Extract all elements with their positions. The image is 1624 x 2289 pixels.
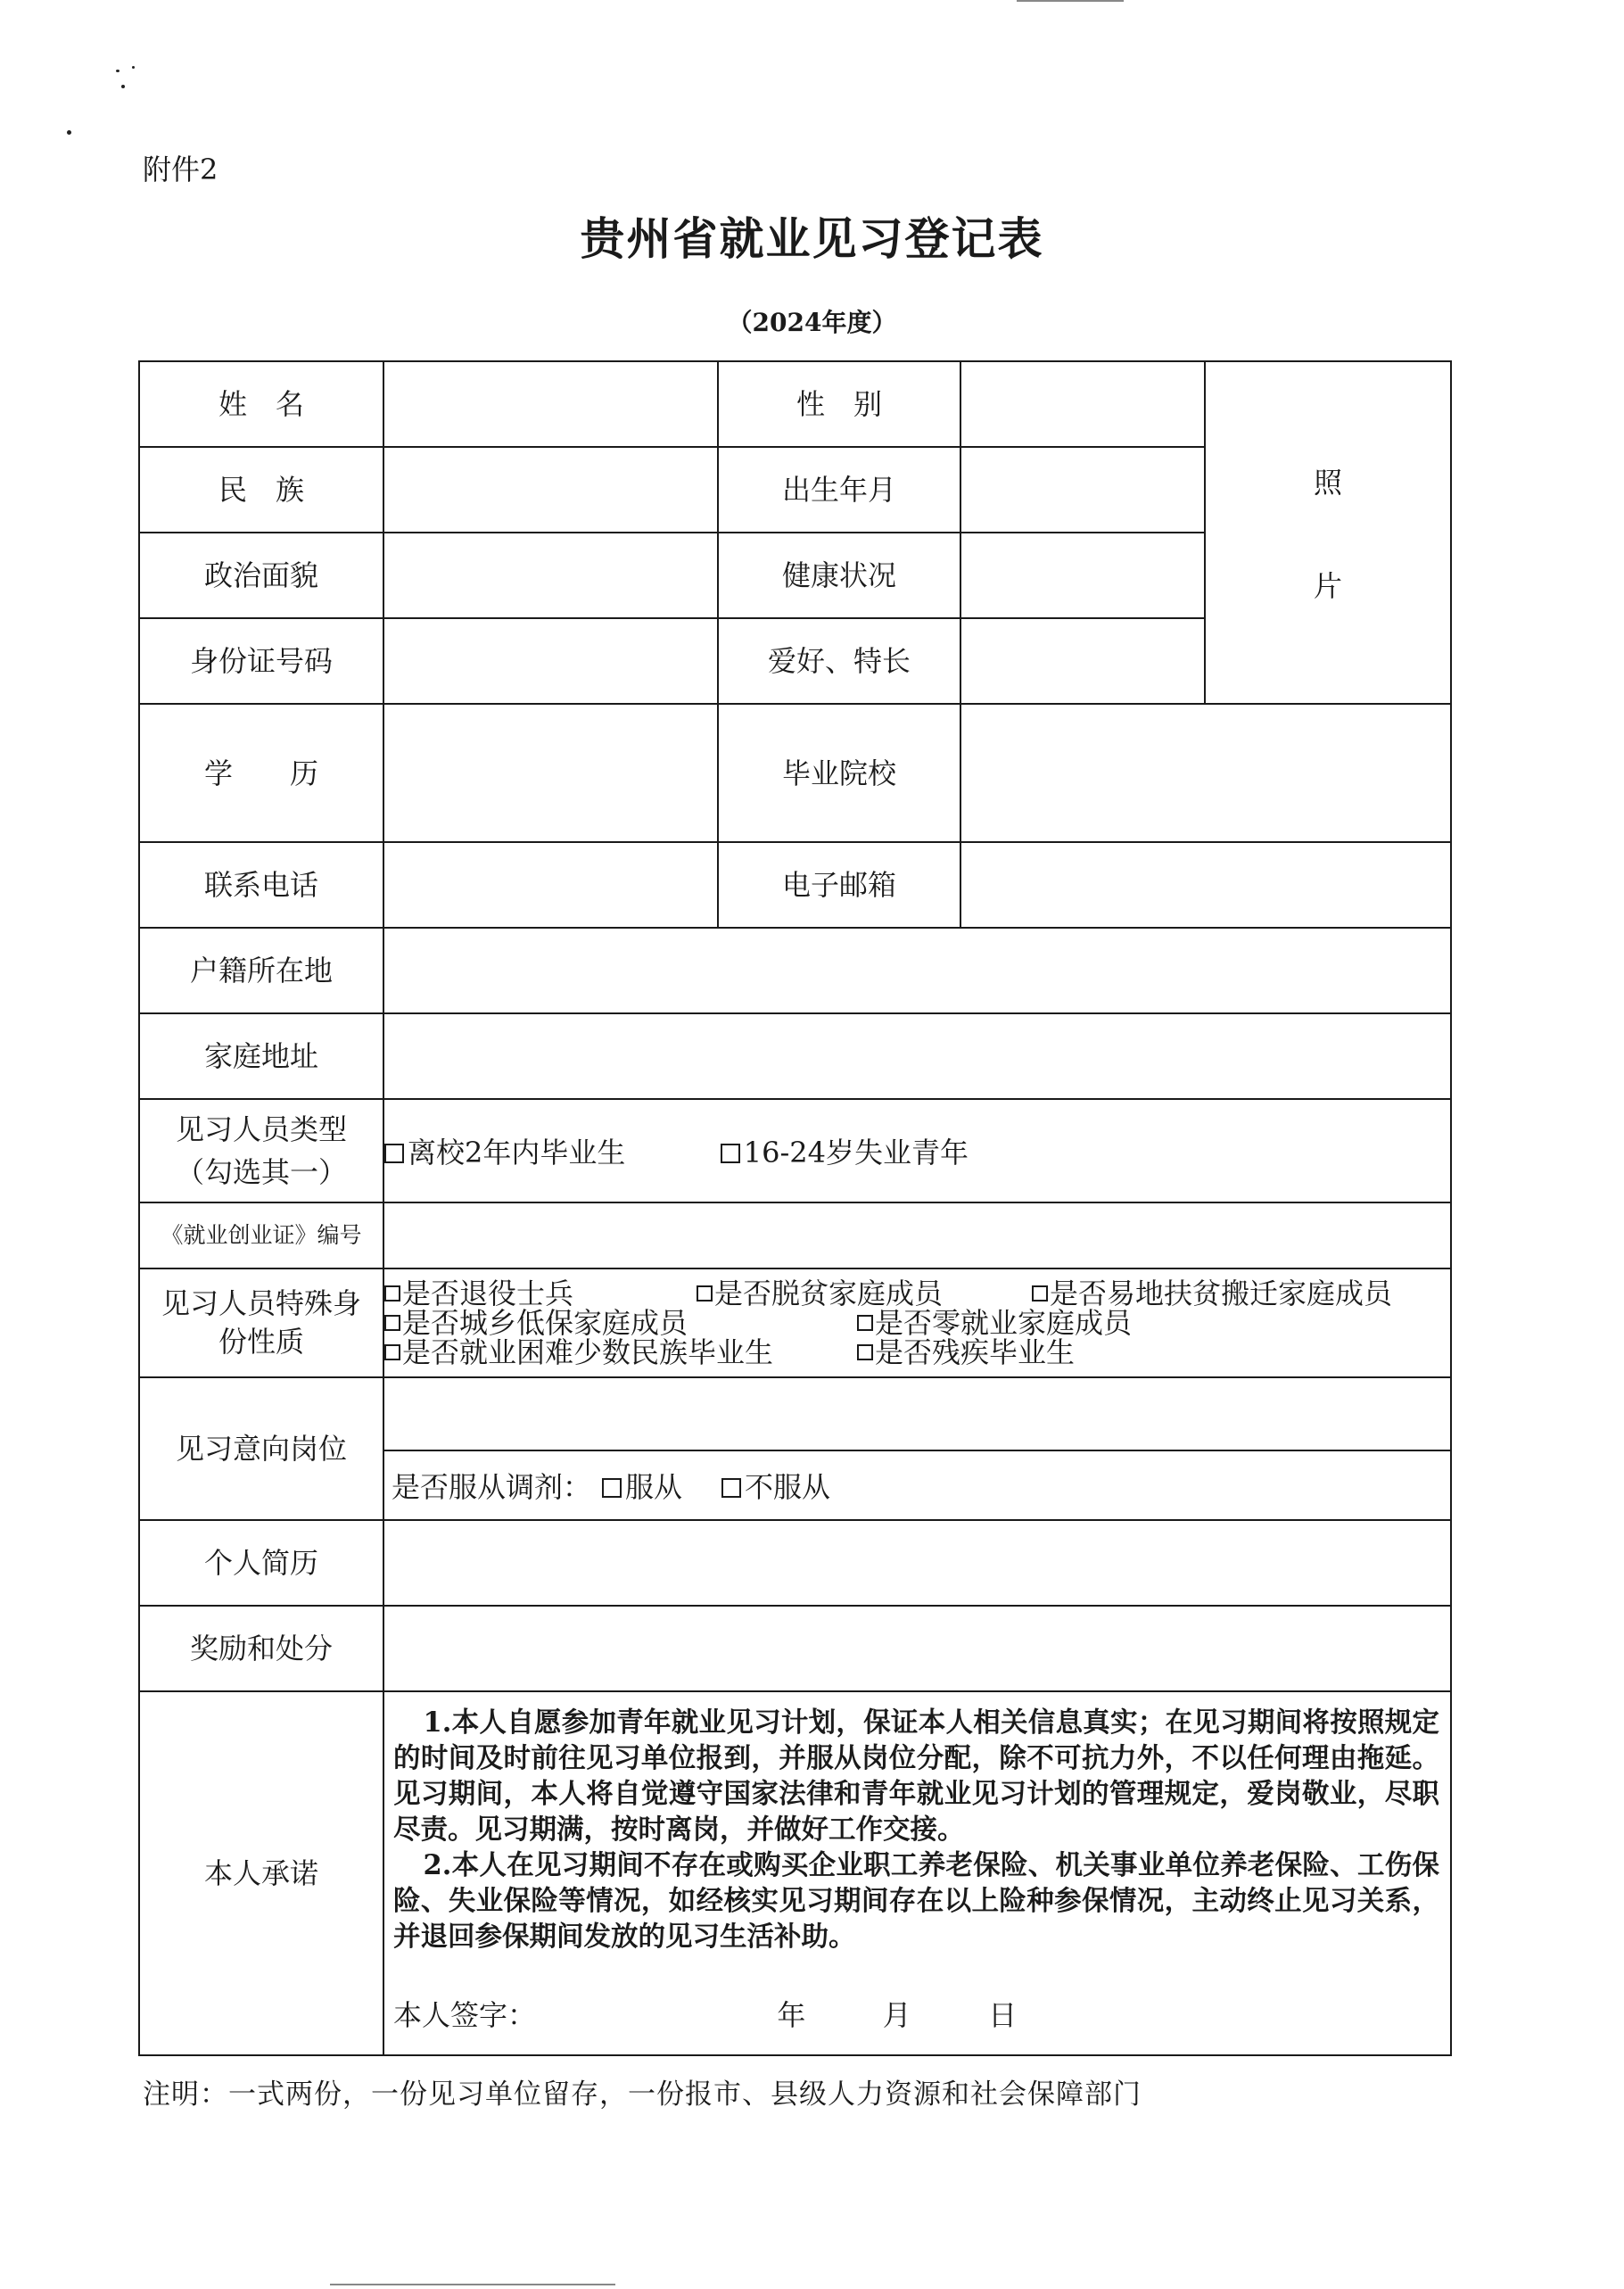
label-address: 家庭地址: [139, 1013, 383, 1099]
label-ethnicity: 民 族: [139, 447, 383, 533]
label-email: 电子邮箱: [718, 842, 960, 928]
checkbox[interactable]: [384, 1285, 400, 1302]
birth-field[interactable]: [960, 447, 1205, 533]
pledge-paragraph-2: 2.本人在见习期间不存在或购买企业职工养老保险、机关事业单位养老保险、工伤保险、失业保险等情况，如经核实见习期间存在以上险种参保情况，主动终止见习关系，并退回参保期间发放的见习生活补助。: [393, 1849, 1439, 1953]
label-gender: 性 别: [718, 361, 960, 447]
label-trainee-type: [139, 1099, 383, 1202]
trainee-type-option-unemployed-youth[interactable]: 16-24岁失业青年: [721, 1136, 969, 1169]
gender-field[interactable]: [960, 361, 1205, 447]
address-field[interactable]: [383, 1013, 1451, 1099]
label-phone: 联系电话: [139, 842, 383, 928]
special-row-2: [384, 1305, 1450, 1340]
checkbox[interactable]: [384, 1315, 400, 1331]
special-option-disabled-graduate[interactable]: 是否残疾毕业生: [857, 1338, 1075, 1368]
label-intended-post: 见习意向岗位: [139, 1377, 383, 1520]
special-option-minority-graduate[interactable]: 是否就业困难少数民族毕业生: [384, 1338, 773, 1368]
photo-box[interactable]: [1205, 361, 1451, 704]
adjustment-question: 是否服从调剂：: [392, 1470, 592, 1504]
adjustment-row: [384, 1451, 1450, 1519]
school-field[interactable]: [960, 704, 1451, 842]
date-year-label: 年: [777, 1998, 806, 2032]
pledge-cell: [383, 1691, 1451, 2055]
scan-artifact: [330, 2284, 615, 2285]
label-special: 见习人员特殊身份性质: [139, 1268, 383, 1377]
checkbox[interactable]: [697, 1285, 713, 1302]
checkbox[interactable]: [721, 1144, 740, 1163]
label-cert-no: 《就业创业证》编号: [139, 1202, 383, 1268]
adjustment-option-decline[interactable]: 不服从: [721, 1465, 830, 1506]
scan-speck: [132, 66, 135, 69]
checkbox[interactable]: [857, 1315, 873, 1331]
checkbox[interactable]: [384, 1344, 400, 1360]
scan-speck: [121, 85, 125, 88]
photo-label-2: 片: [1313, 569, 1342, 603]
registration-form-table: [138, 360, 1452, 2056]
label-health: 健康状况: [718, 533, 960, 618]
phone-field[interactable]: [383, 842, 718, 928]
checkbox[interactable]: [602, 1478, 622, 1498]
signature-label: 本人签字：: [393, 1998, 537, 2032]
trainee-type-title: 见习人员类型: [175, 1112, 347, 1146]
date-month-label: 月: [882, 1998, 911, 2032]
cert-no-field[interactable]: [383, 1202, 1451, 1268]
special-option-low-income[interactable]: 是否城乡低保家庭成员: [384, 1309, 688, 1338]
page-title: 贵州省就业见习登记表: [580, 212, 1044, 265]
id-number-field[interactable]: [383, 618, 718, 704]
scan-speck: [67, 130, 71, 135]
label-birth: 出生年月: [718, 447, 960, 533]
label-education: 学 历: [139, 704, 383, 842]
ethnicity-field[interactable]: [383, 447, 718, 533]
checkbox[interactable]: [857, 1344, 873, 1360]
health-field[interactable]: [960, 533, 1205, 618]
trainee-type-hint: （勾选其一）: [175, 1155, 347, 1189]
label-school: 毕业院校: [718, 704, 960, 842]
special-status-options: [383, 1268, 1451, 1377]
date-day-label: 日: [988, 1998, 1018, 2032]
footnote: 注明：一式两份，一份见习单位留存，一份报市、县级人力资源和社会保障部门: [143, 2078, 1142, 2111]
trainee-type-options: [383, 1099, 1451, 1202]
photo-label-1: 照: [1313, 466, 1342, 500]
special-option-veteran[interactable]: 是否退役士兵: [384, 1279, 573, 1309]
resume-field[interactable]: [383, 1520, 1451, 1606]
checkbox[interactable]: [384, 1144, 404, 1163]
special-row-3: [384, 1335, 1450, 1369]
form-year: （2024年度）: [727, 308, 897, 337]
hukou-field[interactable]: [383, 928, 1451, 1013]
awards-field[interactable]: [383, 1606, 1451, 1691]
special-option-zero-employment[interactable]: 是否零就业家庭成员: [857, 1309, 1132, 1338]
email-field[interactable]: [960, 842, 1451, 928]
special-option-relocation[interactable]: 是否易地扶贫搬迁家庭成员: [1032, 1279, 1392, 1309]
signature-line: [393, 1997, 1439, 2042]
special-row-1: [384, 1276, 1450, 1310]
scan-artifact: [1017, 0, 1124, 2]
special-option-poverty-exit[interactable]: 是否脱贫家庭成员: [697, 1279, 943, 1309]
trainee-type-option-graduate[interactable]: 离校2年内毕业生: [384, 1136, 625, 1169]
pledge-paragraph-1: 1.本人自愿参加青年就业见习计划，保证本人相关信息真实；在见习期间将按照规定的时间及时前往见习单位报到，并服从岗位分配，除不可抗力外，不以任何理由拖延。见习期间，本人将自觉遵守国家法律和青年就业见习计划的管理规定，爱岗敬业，尽职尽责。见习期满，按时离岗，并做好工作交接。: [393, 1706, 1439, 1846]
name-field[interactable]: [383, 361, 718, 447]
label-awards: 奖励和处分: [139, 1606, 383, 1691]
label-name: 姓 名: [139, 361, 383, 447]
scan-speck: [116, 70, 120, 72]
adjustment-option-accept[interactable]: 服从: [602, 1465, 682, 1506]
label-pledge: 本人承诺: [139, 1691, 383, 2055]
label-hobby: 爱好、特长: [718, 618, 960, 704]
intended-post-field[interactable]: [384, 1378, 1450, 1451]
intended-post-cell: [383, 1377, 1451, 1520]
checkbox[interactable]: [721, 1478, 741, 1498]
label-resume: 个人简历: [139, 1520, 383, 1606]
label-id-number: 身份证号码: [139, 618, 383, 704]
label-hukou: 户籍所在地: [139, 928, 383, 1013]
attachment-label: 附件2: [143, 153, 218, 186]
education-field[interactable]: [383, 704, 718, 842]
hobby-field[interactable]: [960, 618, 1205, 704]
checkbox[interactable]: [1032, 1285, 1048, 1302]
political-field[interactable]: [383, 533, 718, 618]
label-political: 政治面貌: [139, 533, 383, 618]
